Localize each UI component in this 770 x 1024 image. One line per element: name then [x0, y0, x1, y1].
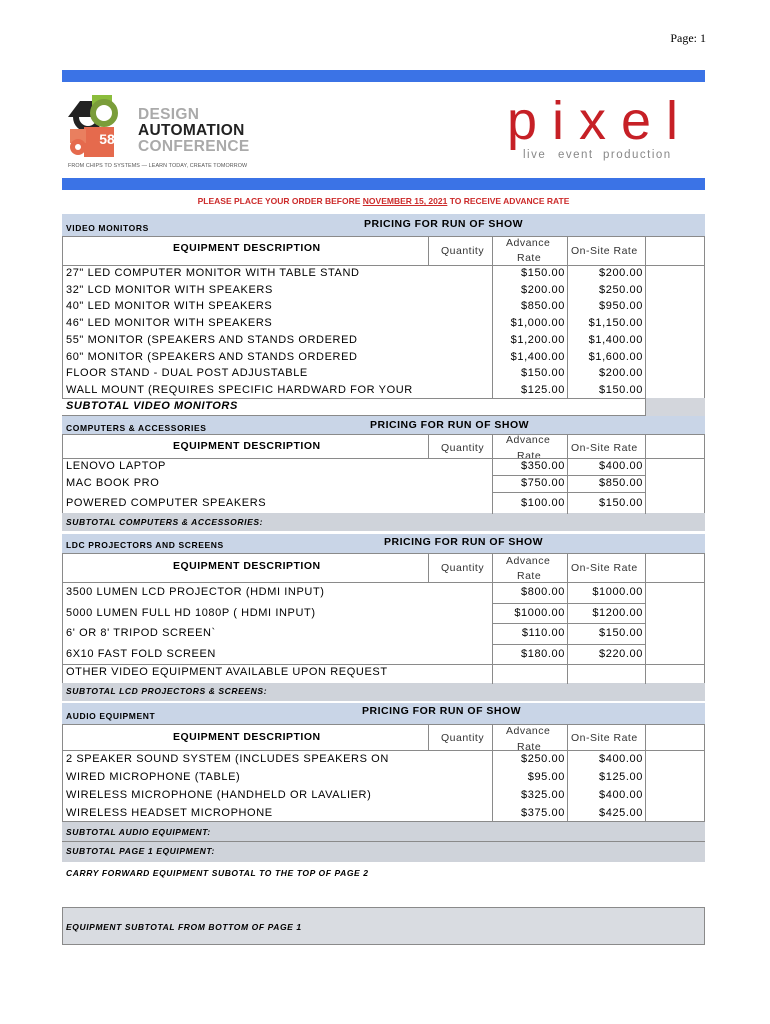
video-item-onsite-rate: $150.00 — [599, 383, 643, 396]
projectors-item-onsite-rate: $150.00 — [599, 627, 643, 639]
video-item-quantity-input[interactable] — [430, 349, 490, 366]
audio-item-desc: WIRELESS MICROPHONE (HANDHELD OR LAVALIER) — [66, 789, 372, 801]
audio-item-advance-rate: $375.00 — [521, 807, 565, 819]
audio-column-line — [492, 750, 493, 822]
video-item-quantity-input[interactable] — [430, 265, 490, 282]
video-item-quantity-input[interactable] — [430, 382, 490, 399]
video-item-desc: 32" LCD MONITOR WITH SPEAKERS — [66, 283, 273, 296]
bottom-subtotal-label: EQUIPMENT SUBTOTAL FROM BOTTOM OF PAGE 1 — [66, 922, 302, 932]
dac-logo — [66, 95, 256, 175]
dac-line-2: AUTOMATION — [138, 122, 245, 139]
video-item-advance-rate: $1,400.00 — [510, 350, 565, 363]
header-column-line — [567, 553, 568, 583]
video-desc-header: EQUIPMENT DESCRIPTION — [173, 242, 321, 254]
audio-adv-header-2: Rate — [517, 741, 542, 750]
computers-subtotal-label: SUBTOTAL COMPUTERS & ACCESSORIES: — [66, 517, 264, 527]
header-column-line — [492, 434, 493, 459]
projectors-item-onsite-rate: $220.00 — [599, 647, 643, 660]
video-item-desc: WALL MOUNT (REQUIRES SPECIFIC HARDWARD FOR YOUR — [66, 383, 413, 396]
audio-onsite-header: On-Site Rate — [571, 732, 638, 744]
projectors-onsite-header: On-Site Rate — [571, 562, 638, 574]
page-subtotal-label: SUBTOTAL PAGE 1 EQUIPMENT: — [66, 846, 215, 856]
header-column-line — [428, 724, 429, 751]
projectors-item-quantity-input[interactable] — [430, 582, 490, 603]
video-adv-header-1: Advance — [506, 237, 551, 249]
audio-column-line — [645, 750, 646, 822]
dac-logo-mark — [66, 95, 136, 159]
video-item-quantity-input[interactable] — [430, 298, 490, 315]
projectors-item-advance-rate: $1000.00 — [514, 606, 565, 619]
header-column-line — [645, 236, 646, 266]
header-column-line — [492, 236, 493, 266]
audio-qty-header: Quantity — [441, 732, 485, 744]
computers-row-divider — [492, 475, 645, 476]
projectors-qty-header: Quantity — [441, 562, 485, 574]
video-item-onsite-rate: $250.00 — [599, 283, 643, 296]
projectors-item-desc: 6' OR 8' TRIPOD SCREEN` — [66, 627, 216, 639]
audio-item-quantity-input[interactable] — [430, 804, 490, 822]
audio-item-desc: WIRED MICROPHONE (TABLE) — [66, 771, 241, 783]
video-item-onsite-rate: $1,400.00 — [588, 333, 643, 346]
header-column-line — [492, 553, 493, 583]
video-item-advance-rate: $200.00 — [521, 283, 565, 296]
video-subtotal-field[interactable] — [645, 398, 705, 416]
audio-item-advance-rate: $325.00 — [521, 789, 565, 801]
computers-item-advance-rate: $750.00 — [521, 477, 565, 489]
header-column-line — [492, 724, 493, 751]
order-deadline-notice: PLEASE PLACE YOUR ORDER BEFORE NOVEMBER 15, 2021 TO RECEIVE ADVANCE RATE — [197, 196, 570, 206]
projectors-item-desc: 5000 LUMEN FULL HD 1080P ( HDMI INPUT) — [66, 606, 316, 619]
video-item-onsite-rate: $200.00 — [599, 367, 643, 380]
video-qty-header: Quantity — [441, 245, 485, 257]
dac-badge: 58 — [99, 131, 115, 147]
computers-column-line — [567, 458, 568, 514]
pixel-logo-sub-3: production — [603, 149, 672, 161]
header-column-line — [567, 236, 568, 266]
computers-item-onsite-rate: $400.00 — [599, 460, 643, 472]
projectors-item-onsite-rate: $1200.00 — [592, 606, 643, 619]
video-pricing-label: PRICING FOR RUN OF SHOW — [364, 218, 524, 230]
audio-item-advance-rate: $250.00 — [521, 753, 565, 765]
audio-column-line — [567, 750, 568, 822]
video-section-title: VIDEO MONITORS — [66, 223, 149, 233]
page-number: Page: 1 — [670, 31, 706, 45]
computers-item-onsite-rate: $150.00 — [599, 497, 643, 509]
video-item-desc: 40" LED MONITOR WITH SPEAKERS — [66, 300, 273, 313]
pixel-logo-sub-1: live — [523, 149, 547, 161]
computers-desc-header: EQUIPMENT DESCRIPTION — [173, 440, 321, 452]
video-item-advance-rate: $150.00 — [521, 267, 565, 279]
projectors-item-quantity-input[interactable] — [430, 623, 490, 644]
projectors-item-quantity-input[interactable] — [430, 603, 490, 624]
computers-adv-header-2-clip — [504, 448, 564, 458]
computers-item-advance-rate: $100.00 — [521, 497, 565, 509]
computers-qty-header: Quantity — [441, 442, 485, 454]
projectors-column-line — [645, 582, 646, 665]
carry-forward-note: CARRY FORWARD EQUIPMENT SUBOTAL TO THE TOP OF PAGE 2 — [66, 868, 369, 878]
audio-subtotal-label: SUBTOTAL AUDIO EQUIPMENT: — [66, 827, 211, 837]
video-item-quantity-input[interactable] — [430, 365, 490, 382]
dac-tagline: FROM CHIPS TO SYSTEMS — LEARN TODAY, CREATE TOMORROW — [68, 163, 248, 169]
pixel-logo-word: pixel — [507, 91, 694, 151]
header-column-line — [645, 553, 646, 583]
header-column-line — [428, 553, 429, 583]
video-subtotal-label: SUBTOTAL VIDEO MONITORS — [66, 400, 238, 412]
dac-line-1: DESIGN — [138, 106, 200, 123]
computers-column-line — [492, 458, 493, 514]
computers-onsite-header: On-Site Rate — [571, 442, 638, 454]
video-item-advance-rate: $150.00 — [521, 367, 565, 380]
projectors-item-desc: 6X10 FAST FOLD SCREEN — [66, 647, 216, 660]
projectors-item-advance-rate: $800.00 — [521, 586, 565, 598]
video-column-line — [567, 265, 568, 399]
header-column-line — [567, 724, 568, 751]
audio-item-onsite-rate: $400.00 — [599, 753, 643, 765]
projectors-row-divider — [492, 623, 645, 624]
audio-adv-header-1: Advance — [506, 725, 551, 737]
audio-item-onsite-rate: $125.00 — [599, 771, 643, 783]
audio-item-desc: WIRELESS HEADSET MICROPHONE — [66, 807, 273, 819]
projectors-row-divider — [492, 603, 645, 604]
projectors-subtotal-label: SUBTOTAL LCD PROJECTORS & SCREENS: — [66, 686, 268, 696]
video-item-desc: FLOOR STAND - DUAL POST ADJUSTABLE — [66, 367, 308, 380]
header-column-line — [645, 434, 646, 459]
top-blue-bar — [62, 70, 705, 82]
audio-adv-header-2-clip — [504, 739, 564, 750]
subtotal-divider — [62, 841, 705, 842]
audio-item-onsite-rate: $425.00 — [599, 807, 643, 819]
audio-item-advance-rate: $95.00 — [527, 771, 565, 783]
audio-item-quantity-input[interactable] — [430, 768, 490, 786]
video-item-onsite-rate: $1,150.00 — [588, 317, 643, 330]
projectors-other-note: OTHER VIDEO EQUIPMENT AVAILABLE UPON REQUEST — [66, 666, 388, 678]
header-column-line — [428, 236, 429, 266]
other-row-column-line — [567, 664, 568, 684]
header-column-line — [645, 724, 646, 751]
computers-item-advance-rate: $350.00 — [521, 460, 565, 472]
computers-item-desc: MAC BOOK PRO — [66, 477, 160, 489]
audio-item-quantity-input[interactable] — [430, 786, 490, 804]
projectors-item-onsite-rate: $1000.00 — [592, 586, 643, 598]
video-item-desc: 46" LED MONITOR WITH SPEAKERS — [66, 317, 273, 330]
video-column-line — [492, 265, 493, 399]
other-row-column-line — [645, 664, 646, 684]
video-item-advance-rate: $850.00 — [521, 300, 565, 313]
header-column-line — [567, 434, 568, 459]
video-column-line — [645, 265, 646, 399]
computers-adv-header-1: Advance — [506, 434, 551, 446]
video-item-quantity-input[interactable] — [430, 332, 490, 349]
video-item-onsite-rate: $200.00 — [599, 267, 643, 279]
video-item-quantity-input[interactable] — [430, 315, 490, 332]
computers-pricing-label: PRICING FOR RUN OF SHOW — [370, 419, 530, 431]
projectors-column-line — [492, 582, 493, 665]
other-row-column-line — [492, 664, 493, 684]
computers-section-title: COMPUTERS & ACCESSORIES — [66, 423, 207, 433]
video-item-advance-rate: $1,000.00 — [510, 317, 565, 330]
header-column-line — [428, 434, 429, 459]
video-item-advance-rate: $125.00 — [521, 383, 565, 396]
video-item-onsite-rate: $1,600.00 — [588, 350, 643, 363]
video-adv-header-2: Rate — [517, 252, 542, 264]
projectors-item-desc: 3500 LUMEN LCD PROJECTOR (HDMI INPUT) — [66, 586, 325, 598]
audio-section-title: AUDIO EQUIPMENT — [66, 711, 156, 721]
projectors-item-quantity-input[interactable] — [430, 644, 490, 665]
projectors-desc-header: EQUIPMENT DESCRIPTION — [173, 560, 321, 572]
video-item-desc: 55" MONITOR (SPEAKERS AND STANDS ORDERED — [66, 333, 358, 346]
video-item-desc: 60" MONITOR (SPEAKERS AND STANDS ORDERED — [66, 350, 358, 363]
pixel-logo-sub-2: event — [558, 149, 594, 161]
computers-item-quantity-input[interactable] — [430, 475, 490, 492]
projectors-adv-header-2: Rate — [517, 570, 542, 582]
projectors-pricing-label: PRICING FOR RUN OF SHOW — [384, 536, 544, 548]
video-item-quantity-input[interactable] — [430, 282, 490, 299]
projectors-section-title: LDC PROJECTORS AND SCREENS — [66, 540, 224, 550]
video-item-onsite-rate: $950.00 — [599, 300, 643, 313]
computers-item-desc: POWERED COMPUTER SPEAKERS — [66, 497, 267, 509]
video-onsite-header: On-Site Rate — [571, 245, 638, 257]
header-blue-bar — [62, 178, 705, 190]
computers-row-divider — [492, 492, 645, 493]
computers-column-line — [645, 458, 646, 514]
computers-item-quantity-input[interactable] — [430, 492, 490, 514]
video-item-advance-rate: $1,200.00 — [510, 333, 565, 346]
projectors-row-divider — [492, 644, 645, 645]
projectors-item-advance-rate: $180.00 — [521, 647, 565, 660]
audio-desc-header: EQUIPMENT DESCRIPTION — [173, 731, 321, 743]
audio-item-desc: 2 SPEAKER SOUND SYSTEM (INCLUDES SPEAKERS ON — [66, 753, 389, 765]
video-item-desc: 27" LED COMPUTER MONITOR WITH TABLE STAND — [66, 267, 360, 279]
computers-adv-header-2: Rate — [517, 450, 542, 458]
projectors-column-line — [567, 582, 568, 665]
audio-item-quantity-input[interactable] — [430, 750, 490, 768]
audio-pricing-label: PRICING FOR RUN OF SHOW — [362, 705, 522, 717]
computers-item-desc: LENOVO LAPTOP — [66, 460, 166, 472]
audio-item-onsite-rate: $400.00 — [599, 789, 643, 801]
computers-item-onsite-rate: $850.00 — [599, 477, 643, 489]
computers-item-quantity-input[interactable] — [430, 458, 490, 475]
projectors-item-advance-rate: $110.00 — [521, 627, 565, 639]
projectors-adv-header-1: Advance — [506, 555, 551, 567]
dac-line-3: CONFERENCE — [138, 138, 250, 155]
